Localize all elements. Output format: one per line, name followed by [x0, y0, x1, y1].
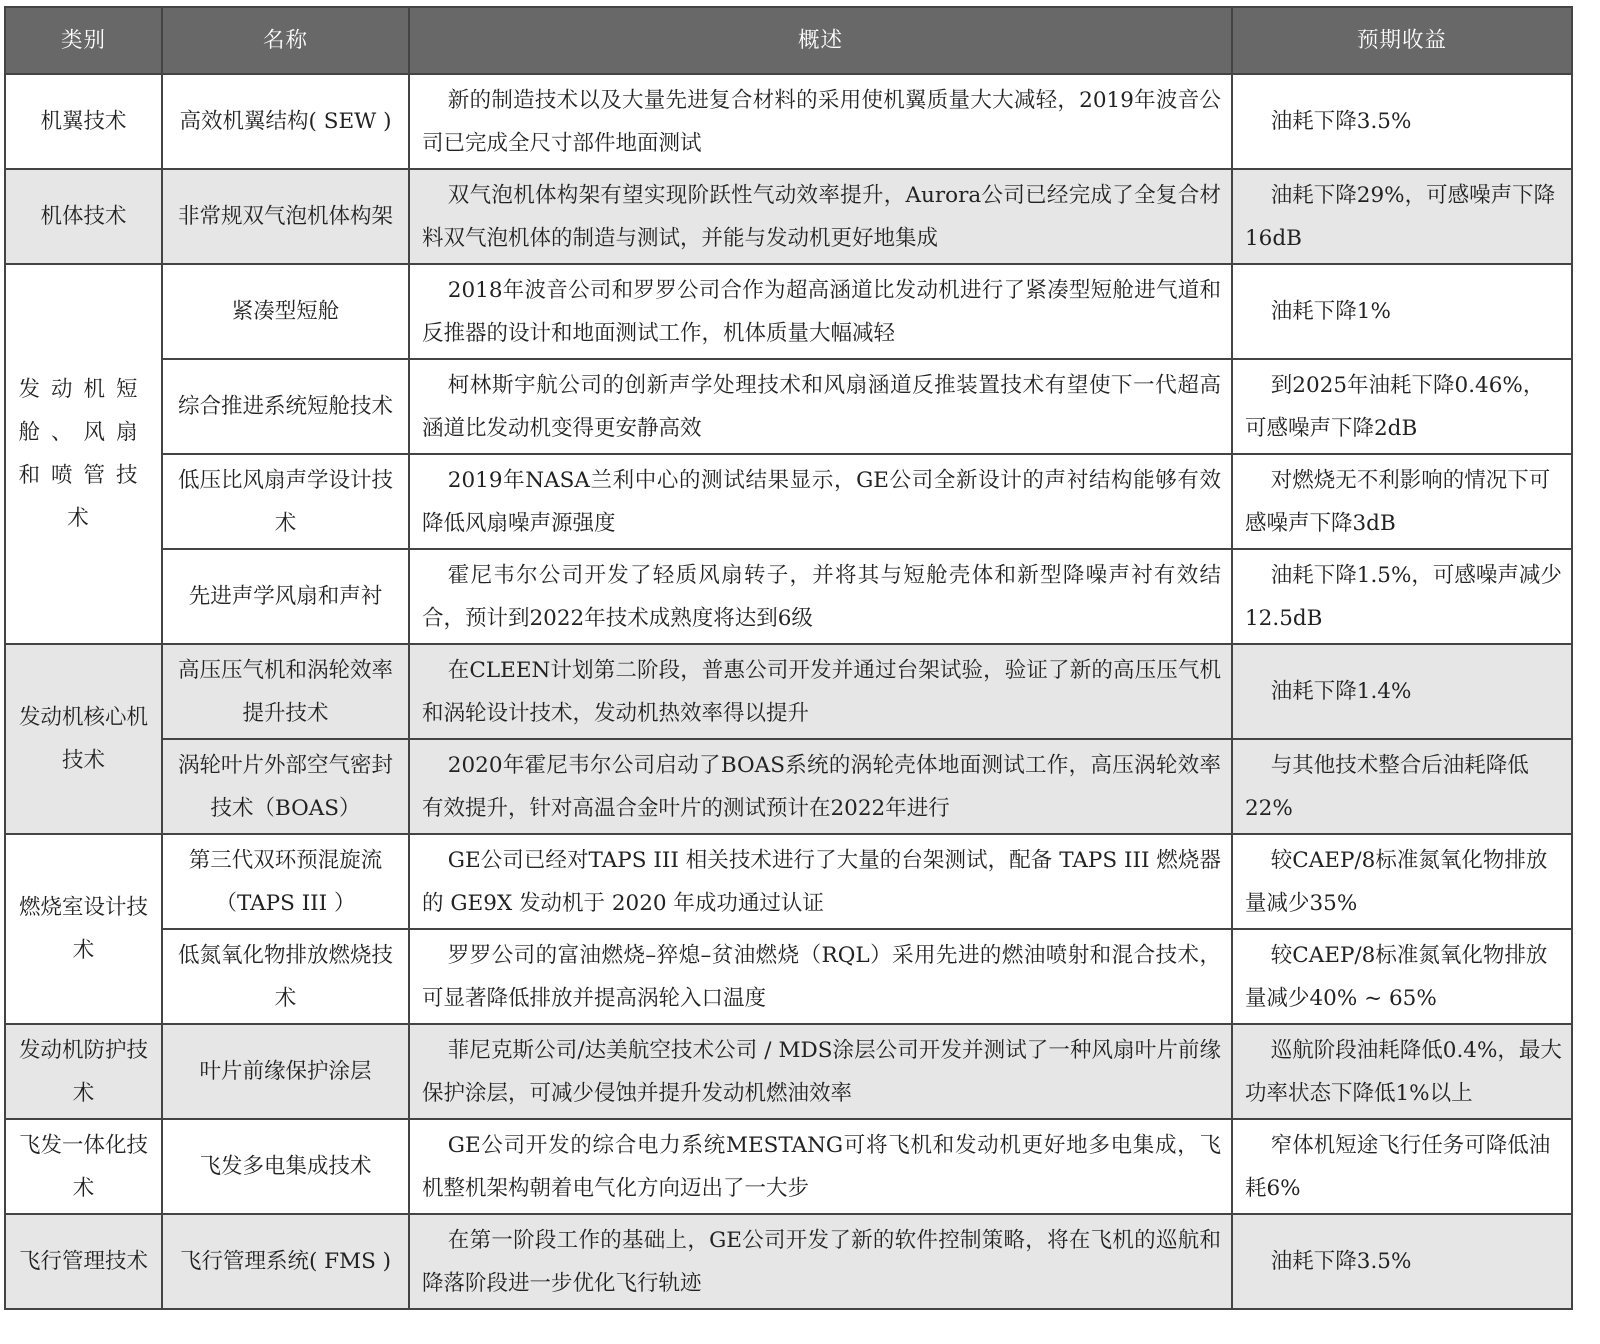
name-cell: 高压压气机和涡轮效率提升技术: [162, 644, 409, 739]
overview-cell: 在CLEEN计划第二阶段，普惠公司开发并通过台架试验，验证了新的高压压气机和涡轮设计技术，发动机热效率得以提升: [409, 644, 1232, 739]
table-row: [5, 359, 1572, 454]
table-row: [5, 264, 1572, 359]
benefit-cell: 对燃烧无不利影响的情况下可感噪声下降3dB: [1232, 454, 1572, 549]
header-name: 名称: [162, 7, 409, 74]
overview-cell: 新的制造技术以及大量先进复合材料的采用使机翼质量大大减轻，2019年波音公司已完成全尺寸部件地面测试: [409, 74, 1232, 169]
name-cell: 叶片前缘保护涂层: [162, 1024, 409, 1119]
benefit-cell: 油耗下降3.5%: [1232, 74, 1572, 169]
benefit-cell: 油耗下降1.5%，可感噪声减少12.5dB: [1232, 549, 1572, 644]
name-cell: 飞行管理系统( FMS ): [162, 1214, 409, 1309]
name-cell: 飞发多电集成技术: [162, 1119, 409, 1214]
benefit-cell: 油耗下降1%: [1232, 264, 1572, 359]
category-cell: 机体技术: [5, 169, 162, 264]
table-row: [5, 739, 1572, 834]
benefit-cell: 较CAEP/8标准氮氧化物排放量减少40% ~ 65%: [1232, 929, 1572, 1024]
category-cell: 发动机核心机技术: [5, 644, 162, 834]
table-row: [5, 169, 1572, 264]
overview-cell: 2019年NASA兰利中心的测试结果显示，GE公司全新设计的声衬结构能够有效降低风扇噪声源强度: [409, 454, 1232, 549]
table-row: [5, 74, 1572, 169]
technology-table: [4, 6, 1573, 1310]
name-cell: 低压比风扇声学设计技术: [162, 454, 409, 549]
overview-cell: 柯林斯宇航公司的创新声学处理技术和风扇涵道反推装置技术有望使下一代超高涵道比发动机变得更安静高效: [409, 359, 1232, 454]
name-cell: 高效机翼结构( SEW ): [162, 74, 409, 169]
overview-cell: 在第一阶段工作的基础上，GE公司开发了新的软件控制策略，将在飞机的巡航和降落阶段进一步优化飞行轨迹: [409, 1214, 1232, 1309]
benefit-cell: 油耗下降29%，可感噪声下降16dB: [1232, 169, 1572, 264]
overview-cell: 双气泡机体构架有望实现阶跃性气动效率提升，Aurora公司已经完成了全复合材料双气泡机体的制造与测试，并能与发动机更好地集成: [409, 169, 1232, 264]
category-cell: 发动机防护技术: [5, 1024, 162, 1119]
header-overview: 概述: [409, 7, 1232, 74]
table-row: [5, 549, 1572, 644]
benefit-cell: 到2025年油耗下降0.46%，可感噪声下降2dB: [1232, 359, 1572, 454]
table-row: [5, 1119, 1572, 1214]
benefit-cell: 巡航阶段油耗降低0.4%，最大功率状态下降低1%以上: [1232, 1024, 1572, 1119]
table-row: [5, 644, 1572, 739]
overview-cell: 霍尼韦尔公司开发了轻质风扇转子，并将其与短舱壳体和新型降噪声衬有效结合，预计到2022年技术成熟度将达到6级: [409, 549, 1232, 644]
category-cell: 机翼技术: [5, 74, 162, 169]
table-row: [5, 929, 1572, 1024]
overview-cell: 2020年霍尼韦尔公司启动了BOAS系统的涡轮壳体地面测试工作，高压涡轮效率有效提升，针对高温合金叶片的测试预计在2022年进行: [409, 739, 1232, 834]
name-cell: 先进声学风扇和声衬: [162, 549, 409, 644]
category-cell: 飞行管理技术: [5, 1214, 162, 1309]
name-cell: 涡轮叶片外部空气密封技术（BOAS）: [162, 739, 409, 834]
benefit-cell: 与其他技术整合后油耗降低22%: [1232, 739, 1572, 834]
name-cell: 第三代双环预混旋流（TAPS III ）: [162, 834, 409, 929]
benefit-cell: 较CAEP/8标准氮氧化物排放量减少35%: [1232, 834, 1572, 929]
benefit-cell: 窄体机短途飞行任务可降低油耗6%: [1232, 1119, 1572, 1214]
header-category: 类别: [5, 7, 162, 74]
overview-cell: 2018年波音公司和罗罗公司合作为超高涵道比发动机进行了紧凑型短舱进气道和反推器的设计和地面测试工作，机体质量大幅减轻: [409, 264, 1232, 359]
name-cell: 紧凑型短舱: [162, 264, 409, 359]
table-row: [5, 834, 1572, 929]
table-row: [5, 1024, 1572, 1119]
header-row: [5, 7, 1572, 74]
name-cell: 非常规双气泡机体构架: [162, 169, 409, 264]
category-cell: 飞发一体化技术: [5, 1119, 162, 1214]
name-cell: 综合推进系统短舱技术: [162, 359, 409, 454]
table-row: [5, 1214, 1572, 1309]
benefit-cell: 油耗下降3.5%: [1232, 1214, 1572, 1309]
overview-cell: GE公司已经对TAPS III 相关技术进行了大量的台架测试，配备 TAPS III 燃烧器的 GE9X 发动机于 2020 年成功通过认证: [409, 834, 1232, 929]
table-row: [5, 454, 1572, 549]
overview-cell: 菲尼克斯公司/达美航空技术公司 / MDS涂层公司开发并测试了一种风扇叶片前缘保护涂层，可减少侵蚀并提升发动机燃油效率: [409, 1024, 1232, 1119]
overview-cell: GE公司开发的综合电力系统MESTANG可将飞机和发动机更好地多电集成，飞机整机架构朝着电气化方向迈出了一大步: [409, 1119, 1232, 1214]
overview-cell: 罗罗公司的富油燃烧–猝熄–贫油燃烧（RQL）采用先进的燃油喷射和混合技术，可显著降低排放并提高涡轮入口温度: [409, 929, 1232, 1024]
category-cell: 发动机短舱、风扇和喷管技术: [5, 264, 162, 644]
header-benefit: 预期收益: [1232, 7, 1572, 74]
name-cell: 低氮氧化物排放燃烧技术: [162, 929, 409, 1024]
category-cell: 燃烧室设计技术: [5, 834, 162, 1024]
benefit-cell: 油耗下降1.4%: [1232, 644, 1572, 739]
